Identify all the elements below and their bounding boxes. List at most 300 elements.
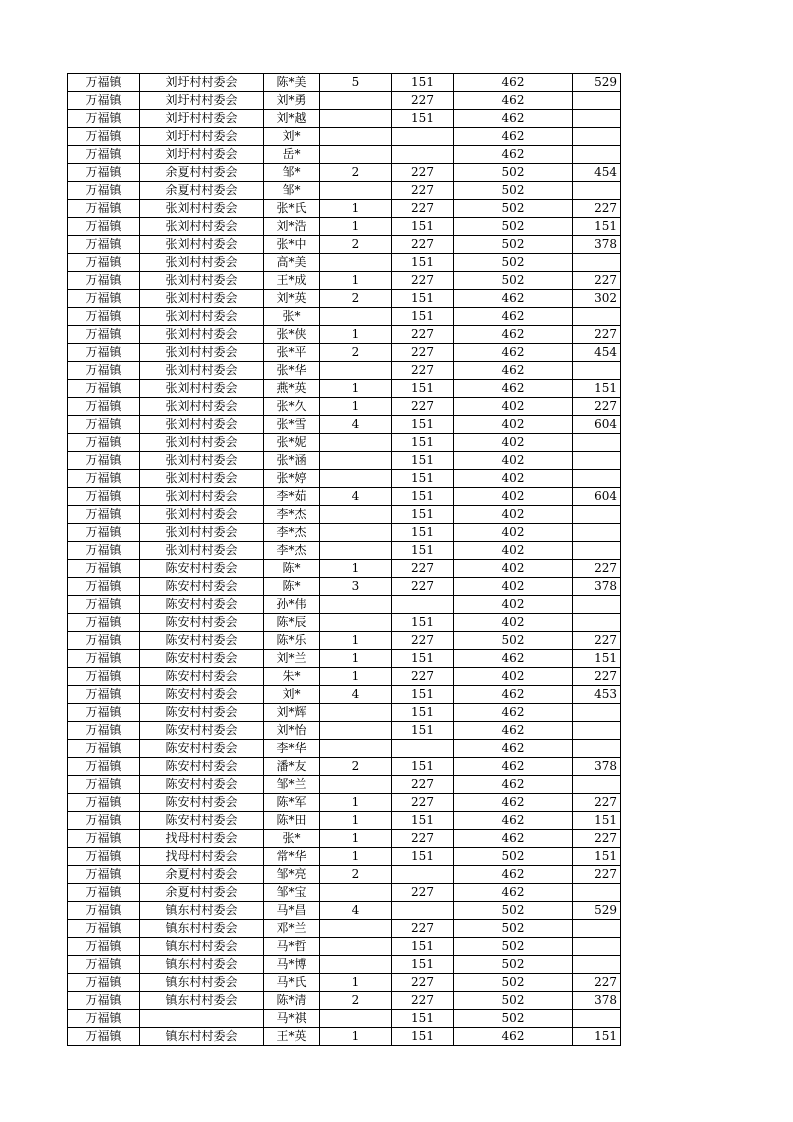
household-count-cell: 1 <box>320 830 392 848</box>
total-cell <box>573 614 621 632</box>
table-row <box>68 290 621 308</box>
amount-b-cell: 502 <box>454 164 573 182</box>
total-cell: 227 <box>573 560 621 578</box>
table-row <box>68 128 621 146</box>
town-cell: 万福镇 <box>68 146 140 164</box>
total-cell: 604 <box>573 488 621 506</box>
household-count-cell: 1 <box>320 218 392 236</box>
village-committee-cell: 陈安村村委会 <box>140 686 264 704</box>
town-cell: 万福镇 <box>68 992 140 1010</box>
table-row <box>68 794 621 812</box>
household-count-cell: 3 <box>320 578 392 596</box>
amount-a-cell: 151 <box>392 452 454 470</box>
household-count-cell <box>320 938 392 956</box>
amount-a-cell: 151 <box>392 380 454 398</box>
village-committee-cell: 刘圩村村委会 <box>140 92 264 110</box>
table-row <box>68 452 621 470</box>
village-committee-cell: 余夏村村委会 <box>140 182 264 200</box>
household-count-cell <box>320 884 392 902</box>
name-cell: 马*哲 <box>264 938 320 956</box>
name-cell: 邹* <box>264 164 320 182</box>
amount-a-cell: 151 <box>392 938 454 956</box>
household-count-cell: 2 <box>320 164 392 182</box>
name-cell: 李*茹 <box>264 488 320 506</box>
village-committee-cell: 张刘村村委会 <box>140 236 264 254</box>
total-cell <box>573 452 621 470</box>
total-cell <box>573 308 621 326</box>
name-cell: 高*美 <box>264 254 320 272</box>
village-committee-cell: 陈安村村委会 <box>140 722 264 740</box>
town-cell: 万福镇 <box>68 362 140 380</box>
total-cell <box>573 704 621 722</box>
amount-b-cell: 462 <box>454 740 573 758</box>
amount-b-cell: 402 <box>454 560 573 578</box>
table-row <box>68 632 621 650</box>
amount-a-cell: 151 <box>392 110 454 128</box>
amount-a-cell: 227 <box>392 200 454 218</box>
household-count-cell <box>320 182 392 200</box>
village-committee-cell: 张刘村村委会 <box>140 542 264 560</box>
name-cell: 李*杰 <box>264 542 320 560</box>
table-row <box>68 218 621 236</box>
amount-a-cell: 151 <box>392 416 454 434</box>
table-row <box>68 200 621 218</box>
table-row <box>68 614 621 632</box>
total-cell <box>573 146 621 164</box>
total-cell: 151 <box>573 218 621 236</box>
household-count-cell: 1 <box>320 560 392 578</box>
household-count-cell: 2 <box>320 758 392 776</box>
total-cell: 151 <box>573 650 621 668</box>
name-cell: 邹*亮 <box>264 866 320 884</box>
household-count-cell: 1 <box>320 272 392 290</box>
amount-a-cell: 227 <box>392 344 454 362</box>
household-count-cell <box>320 506 392 524</box>
name-cell: 李*华 <box>264 740 320 758</box>
amount-a-cell: 151 <box>392 254 454 272</box>
village-committee-cell: 张刘村村委会 <box>140 218 264 236</box>
town-cell: 万福镇 <box>68 614 140 632</box>
village-committee-cell: 刘圩村村委会 <box>140 128 264 146</box>
amount-a-cell: 151 <box>392 758 454 776</box>
amount-a-cell: 151 <box>392 704 454 722</box>
table-row <box>68 560 621 578</box>
name-cell: 张*华 <box>264 362 320 380</box>
town-cell: 万福镇 <box>68 326 140 344</box>
amount-a-cell <box>392 146 454 164</box>
amount-a-cell: 151 <box>392 614 454 632</box>
amount-b-cell: 462 <box>454 290 573 308</box>
town-cell: 万福镇 <box>68 776 140 794</box>
household-count-cell: 1 <box>320 398 392 416</box>
total-cell: 454 <box>573 164 621 182</box>
town-cell: 万福镇 <box>68 470 140 488</box>
amount-a-cell: 227 <box>392 920 454 938</box>
village-committee-cell: 张刘村村委会 <box>140 416 264 434</box>
amount-b-cell: 402 <box>454 578 573 596</box>
table-row <box>68 326 621 344</box>
total-cell: 378 <box>573 236 621 254</box>
village-committee-cell: 张刘村村委会 <box>140 506 264 524</box>
household-count-cell: 2 <box>320 236 392 254</box>
town-cell: 万福镇 <box>68 794 140 812</box>
village-committee-cell: 镇东村村委会 <box>140 920 264 938</box>
amount-a-cell: 151 <box>392 650 454 668</box>
total-cell <box>573 362 621 380</box>
village-committee-cell: 张刘村村委会 <box>140 200 264 218</box>
amount-b-cell: 402 <box>454 542 573 560</box>
name-cell: 邹*兰 <box>264 776 320 794</box>
data-table <box>67 73 621 1046</box>
name-cell: 马*祺 <box>264 1010 320 1028</box>
amount-b-cell: 502 <box>454 236 573 254</box>
town-cell: 万福镇 <box>68 74 140 92</box>
amount-a-cell: 227 <box>392 182 454 200</box>
household-count-cell <box>320 614 392 632</box>
village-committee-cell: 找母村村委会 <box>140 848 264 866</box>
household-count-cell <box>320 110 392 128</box>
village-committee-cell: 陈安村村委会 <box>140 650 264 668</box>
town-cell: 万福镇 <box>68 938 140 956</box>
total-cell: 151 <box>573 1028 621 1046</box>
table-row <box>68 758 621 776</box>
table-row <box>68 488 621 506</box>
name-cell: 马*昌 <box>264 902 320 920</box>
amount-a-cell: 227 <box>392 560 454 578</box>
total-cell <box>573 470 621 488</box>
village-committee-cell <box>140 1010 264 1028</box>
name-cell: 燕*英 <box>264 380 320 398</box>
village-committee-cell: 陈安村村委会 <box>140 596 264 614</box>
table-row <box>68 542 621 560</box>
name-cell: 陈*辰 <box>264 614 320 632</box>
town-cell: 万福镇 <box>68 506 140 524</box>
table-row <box>68 236 621 254</box>
total-cell: 378 <box>573 992 621 1010</box>
amount-b-cell: 462 <box>454 308 573 326</box>
village-committee-cell: 张刘村村委会 <box>140 470 264 488</box>
total-cell: 378 <box>573 578 621 596</box>
table-row <box>68 1028 621 1046</box>
name-cell: 李*杰 <box>264 506 320 524</box>
amount-b-cell: 462 <box>454 74 573 92</box>
amount-a-cell: 151 <box>392 1028 454 1046</box>
amount-b-cell: 462 <box>454 812 573 830</box>
amount-a-cell: 227 <box>392 830 454 848</box>
table-row <box>68 776 621 794</box>
amount-b-cell: 462 <box>454 344 573 362</box>
amount-b-cell: 502 <box>454 182 573 200</box>
village-committee-cell: 陈安村村委会 <box>140 614 264 632</box>
name-cell: 刘*兰 <box>264 650 320 668</box>
name-cell: 张* <box>264 830 320 848</box>
table-row <box>68 164 621 182</box>
amount-a-cell: 151 <box>392 542 454 560</box>
total-cell <box>573 128 621 146</box>
village-committee-cell: 陈安村村委会 <box>140 578 264 596</box>
household-count-cell: 2 <box>320 992 392 1010</box>
amount-a-cell <box>392 902 454 920</box>
amount-b-cell: 502 <box>454 200 573 218</box>
village-committee-cell: 刘圩村村委会 <box>140 74 264 92</box>
table-row <box>68 308 621 326</box>
name-cell: 张*涵 <box>264 452 320 470</box>
amount-b-cell: 462 <box>454 380 573 398</box>
village-committee-cell: 张刘村村委会 <box>140 326 264 344</box>
town-cell: 万福镇 <box>68 830 140 848</box>
town-cell: 万福镇 <box>68 866 140 884</box>
amount-b-cell: 462 <box>454 686 573 704</box>
town-cell: 万福镇 <box>68 848 140 866</box>
amount-a-cell: 227 <box>392 326 454 344</box>
total-cell <box>573 254 621 272</box>
household-count-cell <box>320 1010 392 1028</box>
town-cell: 万福镇 <box>68 254 140 272</box>
village-committee-cell: 张刘村村委会 <box>140 308 264 326</box>
town-cell: 万福镇 <box>68 920 140 938</box>
table-row <box>68 650 621 668</box>
name-cell: 张*妮 <box>264 434 320 452</box>
amount-b-cell: 462 <box>454 326 573 344</box>
town-cell: 万福镇 <box>68 236 140 254</box>
table-body <box>68 74 621 1046</box>
total-cell: 604 <box>573 416 621 434</box>
amount-b-cell: 462 <box>454 146 573 164</box>
table-row <box>68 956 621 974</box>
name-cell: 刘*勇 <box>264 92 320 110</box>
name-cell: 张*久 <box>264 398 320 416</box>
amount-a-cell: 151 <box>392 488 454 506</box>
total-cell <box>573 92 621 110</box>
total-cell <box>573 524 621 542</box>
amount-a-cell: 227 <box>392 92 454 110</box>
total-cell: 227 <box>573 866 621 884</box>
amount-b-cell: 502 <box>454 632 573 650</box>
amount-b-cell: 462 <box>454 776 573 794</box>
village-committee-cell: 刘圩村村委会 <box>140 110 264 128</box>
household-count-cell <box>320 704 392 722</box>
household-count-cell <box>320 452 392 470</box>
household-count-cell <box>320 596 392 614</box>
village-committee-cell: 余夏村村委会 <box>140 884 264 902</box>
town-cell: 万福镇 <box>68 758 140 776</box>
amount-a-cell: 227 <box>392 272 454 290</box>
table-row <box>68 344 621 362</box>
total-cell <box>573 434 621 452</box>
household-count-cell: 2 <box>320 290 392 308</box>
household-count-cell <box>320 740 392 758</box>
name-cell: 刘*英 <box>264 290 320 308</box>
town-cell: 万福镇 <box>68 128 140 146</box>
amount-a-cell: 227 <box>392 992 454 1010</box>
amount-b-cell: 402 <box>454 614 573 632</box>
name-cell: 朱* <box>264 668 320 686</box>
amount-a-cell <box>392 740 454 758</box>
table-row <box>68 182 621 200</box>
household-count-cell <box>320 362 392 380</box>
total-cell: 151 <box>573 848 621 866</box>
name-cell: 岳* <box>264 146 320 164</box>
household-count-cell: 5 <box>320 74 392 92</box>
amount-b-cell: 402 <box>454 596 573 614</box>
amount-b-cell: 402 <box>454 416 573 434</box>
amount-b-cell: 402 <box>454 506 573 524</box>
village-committee-cell: 张刘村村委会 <box>140 272 264 290</box>
amount-b-cell: 502 <box>454 974 573 992</box>
total-cell <box>573 542 621 560</box>
amount-a-cell: 151 <box>392 74 454 92</box>
household-count-cell <box>320 254 392 272</box>
household-count-cell: 2 <box>320 866 392 884</box>
amount-b-cell: 462 <box>454 794 573 812</box>
amount-a-cell: 227 <box>392 362 454 380</box>
table-row <box>68 506 621 524</box>
total-cell <box>573 920 621 938</box>
amount-b-cell: 462 <box>454 704 573 722</box>
total-cell: 529 <box>573 74 621 92</box>
town-cell: 万福镇 <box>68 380 140 398</box>
name-cell: 陈*美 <box>264 74 320 92</box>
amount-b-cell: 502 <box>454 254 573 272</box>
amount-a-cell: 151 <box>392 848 454 866</box>
village-committee-cell: 张刘村村委会 <box>140 452 264 470</box>
town-cell: 万福镇 <box>68 218 140 236</box>
town-cell: 万福镇 <box>68 452 140 470</box>
total-cell <box>573 722 621 740</box>
town-cell: 万福镇 <box>68 668 140 686</box>
amount-a-cell: 227 <box>392 632 454 650</box>
household-count-cell <box>320 542 392 560</box>
total-cell: 529 <box>573 902 621 920</box>
amount-b-cell: 402 <box>454 470 573 488</box>
town-cell: 万福镇 <box>68 488 140 506</box>
amount-b-cell: 462 <box>454 722 573 740</box>
village-committee-cell: 陈安村村委会 <box>140 812 264 830</box>
name-cell: 张*雪 <box>264 416 320 434</box>
amount-b-cell: 462 <box>454 758 573 776</box>
total-cell <box>573 1010 621 1028</box>
village-committee-cell: 张刘村村委会 <box>140 398 264 416</box>
amount-a-cell <box>392 128 454 146</box>
amount-a-cell: 227 <box>392 776 454 794</box>
village-committee-cell: 陈安村村委会 <box>140 794 264 812</box>
town-cell: 万福镇 <box>68 272 140 290</box>
total-cell <box>573 110 621 128</box>
name-cell: 潘*友 <box>264 758 320 776</box>
amount-b-cell: 402 <box>454 488 573 506</box>
total-cell <box>573 182 621 200</box>
town-cell: 万福镇 <box>68 560 140 578</box>
table-row <box>68 74 621 92</box>
amount-b-cell: 462 <box>454 92 573 110</box>
amount-a-cell: 227 <box>392 668 454 686</box>
table-row <box>68 380 621 398</box>
table-row <box>68 740 621 758</box>
household-count-cell: 1 <box>320 632 392 650</box>
total-cell: 227 <box>573 974 621 992</box>
amount-b-cell: 402 <box>454 524 573 542</box>
village-committee-cell: 余夏村村委会 <box>140 866 264 884</box>
household-count-cell <box>320 92 392 110</box>
amount-b-cell: 462 <box>454 830 573 848</box>
town-cell: 万福镇 <box>68 290 140 308</box>
name-cell: 刘*怡 <box>264 722 320 740</box>
village-committee-cell: 张刘村村委会 <box>140 290 264 308</box>
household-count-cell: 1 <box>320 794 392 812</box>
amount-a-cell: 227 <box>392 794 454 812</box>
amount-a-cell: 151 <box>392 308 454 326</box>
town-cell: 万福镇 <box>68 182 140 200</box>
table-row <box>68 938 621 956</box>
total-cell: 227 <box>573 326 621 344</box>
village-committee-cell: 镇东村村委会 <box>140 992 264 1010</box>
table-row <box>68 92 621 110</box>
total-cell: 227 <box>573 830 621 848</box>
household-count-cell: 1 <box>320 380 392 398</box>
village-committee-cell: 张刘村村委会 <box>140 362 264 380</box>
village-committee-cell: 张刘村村委会 <box>140 344 264 362</box>
amount-a-cell <box>392 866 454 884</box>
village-committee-cell: 张刘村村委会 <box>140 524 264 542</box>
name-cell: 李*杰 <box>264 524 320 542</box>
town-cell: 万福镇 <box>68 740 140 758</box>
town-cell: 万福镇 <box>68 416 140 434</box>
village-committee-cell: 陈安村村委会 <box>140 758 264 776</box>
total-cell <box>573 506 621 524</box>
village-committee-cell: 陈安村村委会 <box>140 704 264 722</box>
town-cell: 万福镇 <box>68 632 140 650</box>
amount-b-cell: 462 <box>454 884 573 902</box>
household-count-cell: 2 <box>320 344 392 362</box>
village-committee-cell: 陈安村村委会 <box>140 668 264 686</box>
total-cell <box>573 596 621 614</box>
name-cell: 陈*清 <box>264 992 320 1010</box>
household-count-cell: 1 <box>320 848 392 866</box>
name-cell: 刘*越 <box>264 110 320 128</box>
amount-b-cell: 502 <box>454 1010 573 1028</box>
name-cell: 陈* <box>264 578 320 596</box>
village-committee-cell: 张刘村村委会 <box>140 380 264 398</box>
town-cell: 万福镇 <box>68 722 140 740</box>
household-count-cell: 1 <box>320 326 392 344</box>
amount-b-cell: 502 <box>454 902 573 920</box>
name-cell: 张*侠 <box>264 326 320 344</box>
name-cell: 常*华 <box>264 848 320 866</box>
amount-a-cell: 151 <box>392 1010 454 1028</box>
table-row <box>68 110 621 128</box>
total-cell: 227 <box>573 398 621 416</box>
table-row <box>68 830 621 848</box>
table-row <box>68 668 621 686</box>
amount-b-cell: 502 <box>454 272 573 290</box>
table-row <box>68 920 621 938</box>
household-count-cell <box>320 434 392 452</box>
household-count-cell: 1 <box>320 668 392 686</box>
table-row <box>68 272 621 290</box>
amount-b-cell: 462 <box>454 866 573 884</box>
name-cell: 陈*乐 <box>264 632 320 650</box>
amount-b-cell: 502 <box>454 938 573 956</box>
village-committee-cell: 张刘村村委会 <box>140 434 264 452</box>
village-committee-cell: 镇东村村委会 <box>140 1028 264 1046</box>
name-cell: 马*博 <box>264 956 320 974</box>
amount-b-cell: 462 <box>454 362 573 380</box>
town-cell: 万福镇 <box>68 110 140 128</box>
table-row <box>68 1010 621 1028</box>
village-committee-cell: 余夏村村委会 <box>140 164 264 182</box>
town-cell: 万福镇 <box>68 974 140 992</box>
town-cell: 万福镇 <box>68 650 140 668</box>
